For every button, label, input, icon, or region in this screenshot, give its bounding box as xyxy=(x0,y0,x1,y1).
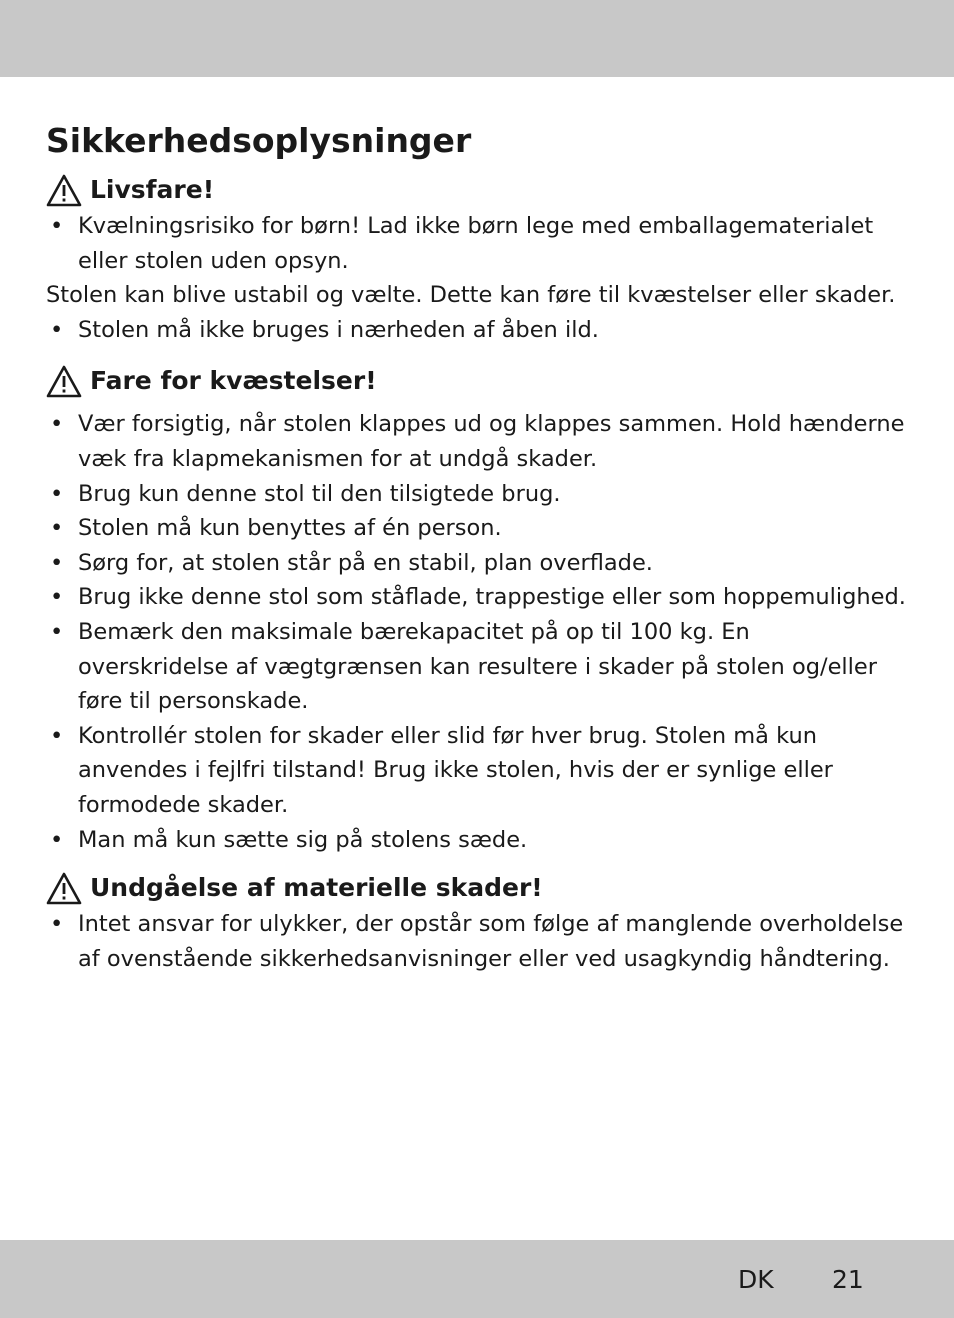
section-heading xyxy=(46,171,906,209)
bullet-list xyxy=(46,907,906,976)
bullet-marker: • xyxy=(50,515,64,542)
list-item xyxy=(46,615,906,719)
section-heading xyxy=(46,869,906,907)
warning-triangle-icon xyxy=(46,365,90,398)
bullet-marker: • xyxy=(50,618,64,645)
section-heading-text: Livsfare! xyxy=(90,175,215,204)
warning-triangle-icon xyxy=(46,174,90,207)
paragraph: Stolen kan blive ustabil og vælte. Dette kan føre til kvæstelser eller skader. xyxy=(46,282,896,309)
bullet-list xyxy=(46,313,906,348)
list-item-text: Sørg for, at stolen står på en stabil, plan overflade. xyxy=(78,549,653,576)
list-item xyxy=(46,907,906,976)
bullet-marker: • xyxy=(50,722,64,749)
section-fare-for-kvaestelser xyxy=(46,362,906,857)
bullet-marker: • xyxy=(50,411,64,438)
list-item xyxy=(46,823,906,858)
bullet-marker: • xyxy=(50,480,64,507)
footer-band xyxy=(0,1240,954,1318)
page-number: 21 xyxy=(832,1265,864,1294)
list-item xyxy=(46,407,906,476)
section-heading xyxy=(46,362,906,400)
list-item xyxy=(46,313,906,348)
page-title: Sikkerhedsoplysninger xyxy=(46,121,472,160)
header-band xyxy=(0,0,954,77)
list-item xyxy=(46,719,906,823)
footer-language: DK xyxy=(738,1265,774,1294)
bullet-marker: • xyxy=(50,911,64,938)
list-item xyxy=(46,580,906,615)
list-item-text: Vær forsigtig, når stolen klappes ud og klappes sammen. Hold hænderne væk fra klapmekanismen for at undgå skader. xyxy=(78,411,905,472)
section-heading-text: Undgåelse af materielle skader! xyxy=(90,873,543,903)
bullet-marker: • xyxy=(50,584,64,611)
warning-triangle-icon xyxy=(46,872,90,905)
bullet-marker: • xyxy=(50,826,64,853)
list-item xyxy=(46,511,906,546)
list-item xyxy=(46,546,906,581)
bullet-marker: • xyxy=(50,549,64,576)
section-materielle-skader xyxy=(46,869,906,976)
list-item-text: Man må kun sætte sig på stolens sæde. xyxy=(78,826,528,853)
list-item-text: Intet ansvar for ulykker, der opstår som følge af manglende overholdelse af ovenstående sikkerhedsanvisninger eller ved usagkyndig håndtering. xyxy=(78,911,904,972)
list-item-text: Bemærk den maksimale bærekapacitet på op til 100 kg. En overskridelse af vægtgrænsen kan resultere i skader på stolen og/eller føre til personskade. xyxy=(78,618,878,715)
safety-content xyxy=(46,118,906,976)
bullet-marker: • xyxy=(50,213,64,239)
list-item xyxy=(46,209,906,278)
list-item-text: Brug ikke denne stol som ståflade, trappestige eller som hoppemulighed. xyxy=(78,584,906,611)
bullet-marker: • xyxy=(50,316,64,343)
section-livsfare xyxy=(46,171,906,347)
list-item xyxy=(46,477,906,512)
list-item-text: Stolen må kun benyttes af én person. xyxy=(78,515,502,542)
section-heading-text: Fare for kvæstelser! xyxy=(90,366,377,396)
list-item-text: Kvælningsrisiko for børn! Lad ikke børn lege med emballagematerialet eller stolen uden opsyn. xyxy=(78,213,874,274)
list-item-text: Kontrollér stolen for skader eller slid før hver brug. Stolen må kun anvendes i fejlfri tilstand! Brug ikke stolen, hvis der er synlige eller formodede skader. xyxy=(78,722,833,818)
list-item-text: Stolen må ikke bruges i nærheden af åben ild. xyxy=(78,316,599,343)
list-item-text: Brug kun denne stol til den tilsigtede brug. xyxy=(78,480,561,507)
bullet-list xyxy=(46,407,906,857)
bullet-list xyxy=(46,209,906,278)
